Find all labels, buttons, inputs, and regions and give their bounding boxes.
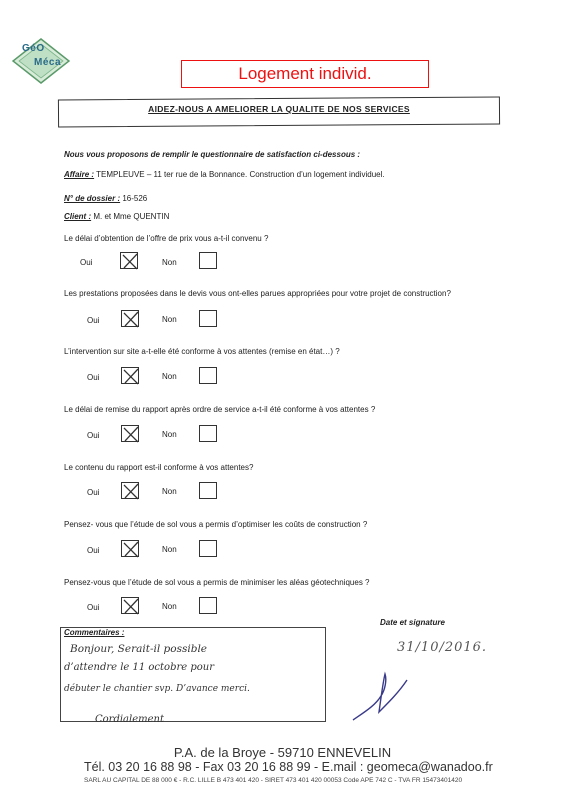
- oui-label: Oui: [80, 258, 93, 267]
- dossier-value: 16-526: [122, 194, 148, 203]
- oui-checkbox-checked[interactable]: [121, 540, 139, 557]
- non-checkbox[interactable]: [199, 310, 217, 327]
- non-checkbox[interactable]: [199, 540, 217, 557]
- non-checkbox[interactable]: [199, 597, 217, 614]
- oui-label: Oui: [87, 546, 100, 555]
- oui-checkbox-checked[interactable]: [121, 597, 139, 614]
- client-label: Client :: [64, 212, 92, 221]
- non-label: Non: [162, 258, 177, 267]
- comments-box[interactable]: [60, 627, 326, 722]
- question-2: Les prestations proposées dans le devis vous ont-elles parues appropriées pour votre projet de construction?: [64, 289, 451, 298]
- question-1: Le délai d’obtention de l’offre de prix vous a-t-il convenu ?: [64, 234, 269, 243]
- handwritten-line: Cordialement: [95, 714, 164, 725]
- oui-checkbox-checked[interactable]: [121, 482, 139, 499]
- dossier-line: [64, 194, 147, 203]
- intro-text: Nous vous proposons de remplir le questionnaire de satisfaction ci-dessous :: [64, 150, 361, 159]
- oui-checkbox-checked[interactable]: [121, 310, 139, 327]
- signature: [345, 668, 415, 728]
- client-line: [64, 212, 169, 221]
- non-label: Non: [162, 315, 177, 324]
- non-label: Non: [162, 545, 177, 554]
- footer-address: P.A. de la Broye - 59710 ENNEVELIN: [173, 745, 392, 760]
- dossier-label: N° de dossier :: [64, 194, 121, 203]
- footer-legal: SARL AU CAPITAL DE 88 000 € - R.C. LILLE B 473 401 420 - SIRET 473 401 420 00053 Code APE 742 C - TVA FR 15473401420: [84, 777, 463, 784]
- handwritten-line: débuter le chantier svp. D’avance merci.: [64, 684, 250, 694]
- affaire-line: [64, 170, 385, 179]
- oui-label: Oui: [87, 431, 100, 440]
- affaire-value: TEMPLEUVE – 11 ter rue de la Bonnance. Construction d’un logement individuel.: [96, 170, 385, 179]
- comments-label: Commentaires :: [64, 628, 125, 637]
- question-5: Le contenu du rapport est-il conforme à vos attentes?: [64, 463, 254, 472]
- non-label: Non: [162, 487, 177, 496]
- non-label: Non: [162, 372, 177, 381]
- oui-label: Oui: [87, 603, 100, 612]
- non-checkbox[interactable]: [199, 482, 217, 499]
- date-signature-label: Date et signature: [380, 618, 445, 627]
- non-checkbox[interactable]: [199, 425, 217, 442]
- affaire-label: Affaire :: [64, 170, 95, 179]
- non-checkbox[interactable]: [199, 367, 217, 384]
- logo-text: Méca: [34, 57, 62, 68]
- date-value: 31/10/2016.: [397, 640, 488, 655]
- oui-checkbox-checked[interactable]: [121, 425, 139, 442]
- oui-label: Oui: [87, 316, 100, 325]
- question-6: Pensez- vous que l’étude de sol vous a permis d’optimiser les coûts de construction ?: [64, 520, 368, 529]
- client-value: M. et Mme QUENTIN: [93, 212, 170, 221]
- non-label: Non: [162, 602, 177, 611]
- handwritten-line: Bonjour, Serait-il possible: [70, 643, 208, 655]
- category-stamp: Logement individ.: [181, 60, 429, 88]
- non-label: Non: [162, 430, 177, 439]
- banner-title: AIDEZ-NOUS A AMELIORER LA QUALITE DE NOS SERVICES: [148, 104, 410, 114]
- oui-label: Oui: [87, 373, 100, 382]
- question-3: L’intervention sur site a-t-elle été conforme à vos attentes (remise en état…) ?: [64, 347, 340, 356]
- oui-checkbox-checked[interactable]: [120, 252, 138, 269]
- question-4: Le délai de remise du rapport après ordre de service a-t-il été conforme à vos attentes ?: [64, 405, 376, 414]
- logo-text: GéO: [22, 43, 45, 54]
- oui-checkbox-checked[interactable]: [121, 367, 139, 384]
- handwritten-line: d’attendre le 11 octobre pour: [64, 662, 214, 673]
- non-checkbox[interactable]: [199, 252, 217, 269]
- oui-label: Oui: [87, 488, 100, 497]
- footer-contact: Tél. 03 20 16 88 98 - Fax 03 20 16 88 99 - E.mail : geomeca@wanadoo.fr: [84, 760, 493, 774]
- question-7: Pensez-vous que l’étude de sol vous a permis de minimiser les aléas géotechniques ?: [64, 578, 370, 587]
